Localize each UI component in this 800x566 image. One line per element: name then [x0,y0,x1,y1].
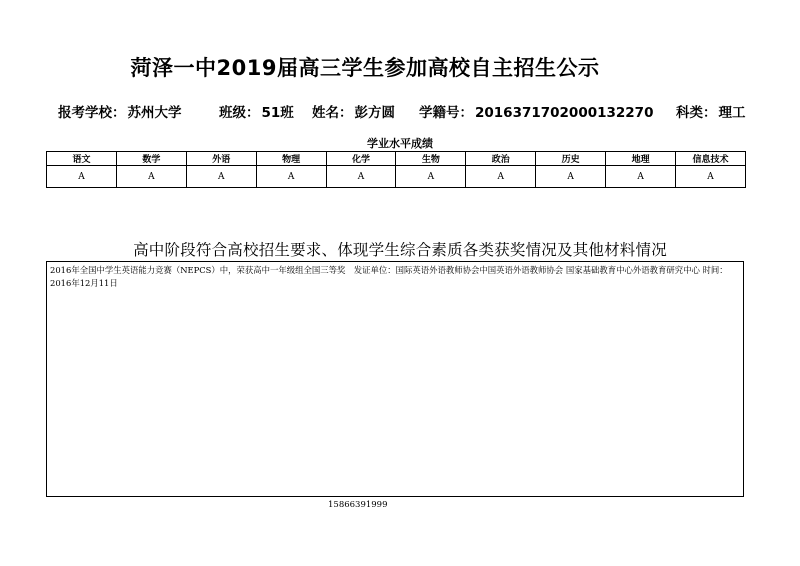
subject-type-label: 科类： [676,105,717,121]
awards-section-title: 高中阶段符合高校招生要求、体现学生综合素质各类获奖情况及其他材料情况 [133,241,667,259]
grade-value-cell: A [326,166,396,188]
student-id-field [419,101,653,121]
subject-type-field [676,101,791,121]
student-id-label: 学籍号： [419,105,473,121]
grades-header-row [47,152,746,166]
awards-content-box [46,261,744,497]
grade-header-cell: 政治 [466,152,536,166]
grade-value-cell: A [676,166,746,188]
grade-header-cell: 生物 [396,152,466,166]
grade-header-cell: 历史 [536,152,606,166]
grade-value-cell: A [47,166,117,188]
grade-header-cell: 信息技术 [676,152,746,166]
grade-header-cell: 外语 [186,152,256,166]
grade-header-cell: 语文 [47,152,117,166]
grade-value-cell: A [536,166,606,188]
class-label: 班级： [219,105,260,121]
grade-header-cell: 数学 [116,152,186,166]
grade-header-cell: 物理 [256,152,326,166]
footer-phone: 15866391999 [328,500,388,510]
class-value: 51班 [261,105,294,121]
grade-value-cell: A [256,166,326,188]
grade-value-cell: A [186,166,256,188]
grades-table [46,151,746,188]
grade-value-cell: A [466,166,536,188]
name-field [312,101,395,121]
grades-value-row [47,166,746,188]
school-label: 报考学校： [58,105,126,121]
name-value: 彭方圆 [354,105,395,121]
grade-header-cell: 化学 [326,152,396,166]
page-title: 菏泽一中2019届高三学生参加高校自主招生公示 [130,56,600,80]
grade-value-cell: A [396,166,466,188]
name-label: 姓名： [312,105,353,121]
grade-header-cell: 地理 [606,152,676,166]
grades-caption: 学业水平成绩 [367,137,433,150]
school-value: 苏州大学 [127,105,182,121]
awards-content-text: 2016年全国中学生英语能力竞赛（NEPCS）中，荣获高中一年级组全国三等奖 发证单位：国际英语外语教师协会中国英语外语教师协会 国家基础教育中心外语教育研究中心 时间：2016年12月11日 [50,265,728,288]
class-field [219,101,294,121]
grade-value-cell: A [606,166,676,188]
grade-value-cell: A [116,166,186,188]
school-field [58,101,182,121]
subject-type-value: 理工 [718,105,746,121]
student-id-value: 2016371702000132270 [475,105,654,121]
